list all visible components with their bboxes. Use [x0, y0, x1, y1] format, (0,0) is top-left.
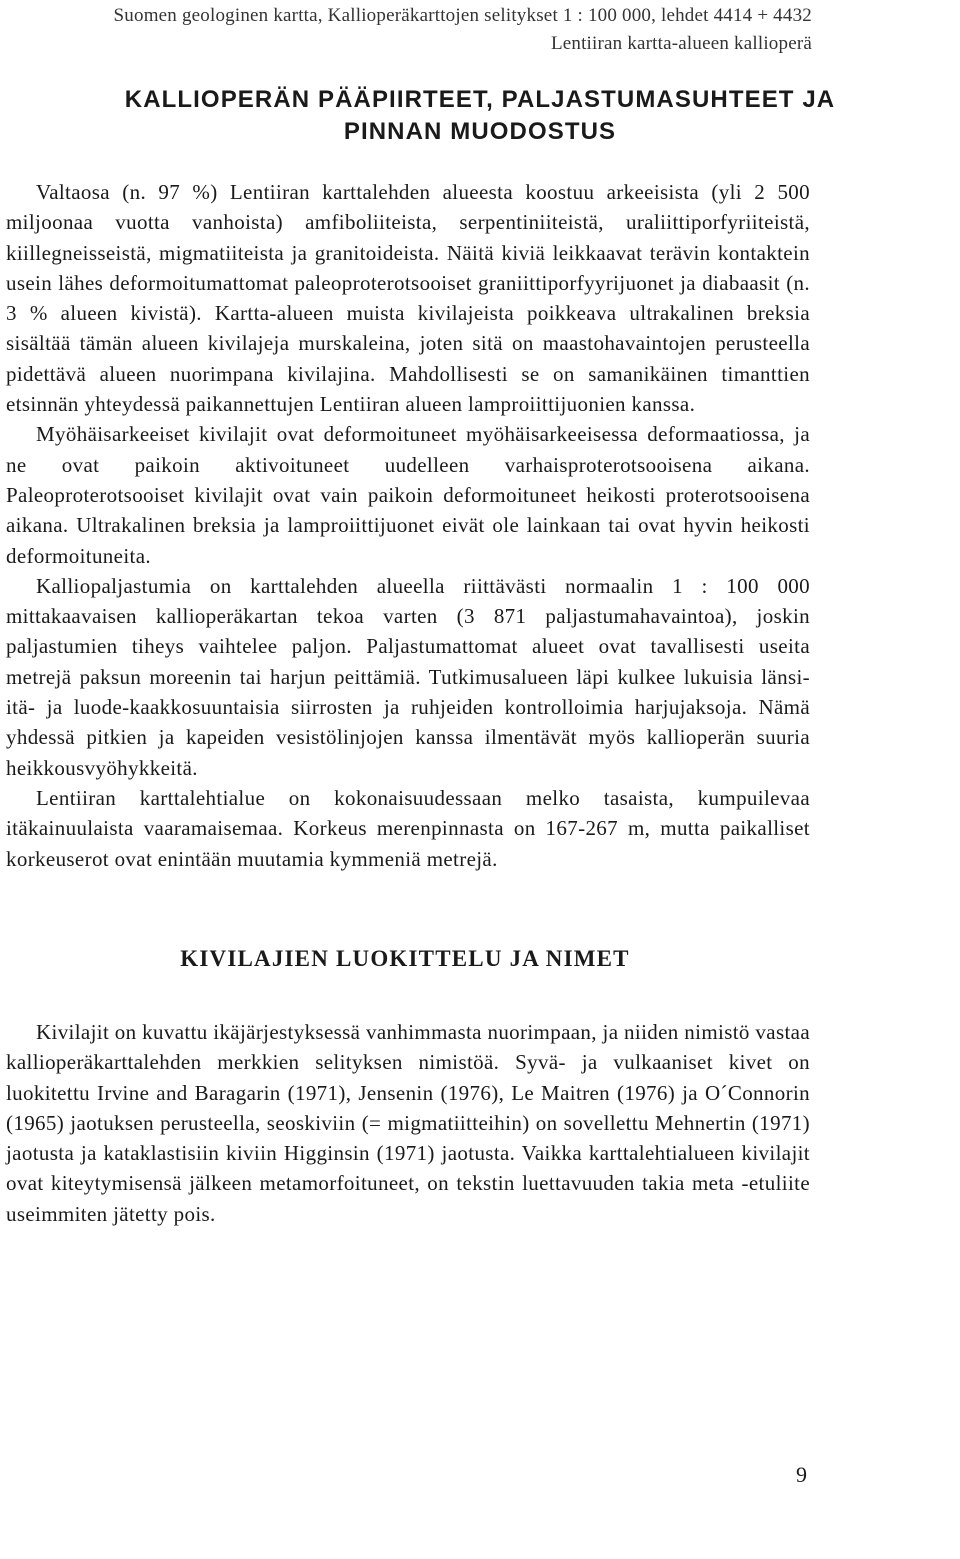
- paragraph: Valtaosa (n. 97 %) Lentiiran karttalehden alueesta koostuu arkeeisista (yli 2 500 miljoonaa vuotta vanhoista) amfiboliiteista, serpentiniiteistä, uraliittiporfyriiteistä, kiillegneisseistä, migmatiiteista ja granitoideista. Näitä kiviä leikkaavat terävin kontaktein usein lähes deformoitumattomat paleoproterotsooiset graniittiporfyyrijuonet ja diabaasit (n. 3 % alueen kivistä). Kartta-alueen muista kivilajeista poikkeava ultrakalinen breksia sisältää tämän alueen kivilajeja murskaleina, joten sitä on maastohavaintojen perusteella pidettävä alueen nuorimpana kivilajina. Mahdollisesti se on samanikäinen timanttien etsinnän yhteydessä paikannettujen Lentiiran alueen lamproiittijuonien kanssa.: [6, 180, 810, 417]
- paragraph: Lentiiran karttalehtialue on kokonaisuudessaan melko tasaista, kumpuilevaa itäkainuulaista vaaramaisemaa. Korkeus merenpinnasta on 167-267 m, mutta paikalliset korkeuserot ovat enintään muutamia kymmeniä metrejä.: [6, 785, 810, 871]
- section-1-body: [6, 177, 810, 874]
- paragraph: Myöhäisarkeeiset kivilajit ovat deformoituneet myöhäisarkeeisessa deformaatiossa, ja ne ovat paikoin aktivoituneet uudelleen varhaisproterotsooisena aikana. Paleoproterotsooiset kivilajit ovat vain paikoin deformoituneet heikosti proterotsooisena aikana. Ultrakalinen breksia ja lamproiittijuonet eivät ole lainkaan tai ovat hyvin heikosti deformoituneita.: [6, 422, 810, 568]
- running-header: [114, 2, 812, 58]
- page-number: 9: [796, 1462, 807, 1487]
- section-2-title: KIVILAJIEN LUOKITTELU JA NIMET: [180, 946, 630, 971]
- section-title-line-1: KALLIOPERÄN PÄÄPIIRTEET, PALJASTUMASUHTEET JA: [124, 86, 836, 113]
- section-2-body: [6, 1017, 810, 1229]
- header-line-series: Suomen geologinen kartta, Kallioperäkarttojen selitykset 1 : 100 000, lehdet 4414 + 4432: [113, 5, 812, 26]
- header-line-area: Lentiiran kartta-alueen kallioperä: [550, 33, 812, 54]
- paragraph: Kivilajit on kuvattu ikäjärjestyksessä vanhimmasta nuorimpaan, ja niiden nimistö vastaa kallioperäkarttalehden merkkien selityksen nimistöä. Syvä- ja vulkaaniset kivet on luokitettu Irvine and Baragarin (1971), Jensenin (1976), Le Maitren (1976) ja O´Connorin (1965) jaotuksen perusteella, seoskiviin (= migmatiitteihin) on sovellettu Mehnertin (1971) jaotusta ja kataklastisiin kiviin Higginsin (1971) jaotusta. Vaikka karttalehtialueen kivilajit ovat kiteytymisensä jälkeen metamorfoituneet, on tekstin luettavuuden takia meta -etuliite useimmiten jätetty pois.: [6, 1020, 810, 1226]
- section-title-line-2: PINNAN MUODOSTUS: [343, 118, 617, 145]
- paragraph: Kalliopaljastumia on karttalehden alueella riittävästi normaalin 1 : 100 000 mittakaavaisen kallioperäkartan tekoa varten (3 871 paljastumahavaintoa), joskin paljastumien tiheys vaihtelee paljon. Paljastumattomat alueet ovat tavallisesti useita metrejä paksun moreenin tai harjun peittämiä. Tutkimusalueen läpi kulkee lukuisia länsi-itä- ja luode-kaakkosuuntaisia siirrosten ja ruhjeiden kontrolloimia harjujaksoja. Nämä yhdessä pitkien ja kapeiden vesistölinjojen kanssa ilmentävät myös kallioperän suuria heikkousvyöhykkeitä.: [6, 573, 810, 780]
